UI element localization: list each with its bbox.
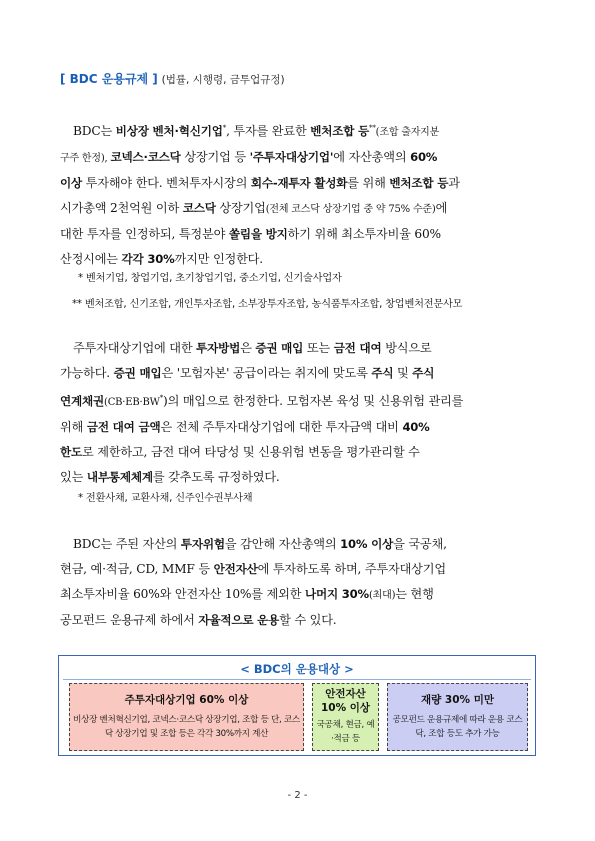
section-subtitle: (법률, 시행령, 금투업규정): [161, 74, 285, 86]
main-target-cell: [69, 683, 304, 751]
safe-asset-body: 국공채, 현금, 예·적금 등: [316, 720, 375, 744]
paragraph-investment-methods: [60, 336, 538, 490]
footnote-venture-types: * 벤처기업, 창업기업, 초기창업기업, 중소기업, 신기술사업자: [78, 273, 342, 284]
investment-targets-box: [58, 655, 536, 756]
p3-line1: BDC는 주된 자산의 투자위험을 감안해 자산총액의 10% 이상을 국공채,: [73, 537, 447, 551]
discretionary-body: 공모펀드 운용규제에 따라 운용 코스닥, 조합 등도 추가 가능: [392, 715, 523, 739]
p2-line1: 주투자대상기업에 대한 투자방법은 증권 매입 또는 금전 대여 방식으로: [73, 341, 432, 355]
footnote-fund-types: ** 벤처조합, 신기조합, 개인투자조합, 소부장투자조합, 농식품투자조합, 창업벤처전문사모: [72, 299, 463, 310]
p2-line5: 한도로 제한하고, 금전 대여 타당성 및 신용위험 변동을 평가관리할 수: [60, 445, 420, 460]
p2-line6: 있는 내부통제체계를 갖추도록 규정하였다.: [60, 470, 280, 485]
section-title: [ BDC 운용규제 ]: [60, 72, 158, 86]
p2-line4: 위해 금전 대여 금액은 전체 주투자대상기업에 대한 투자금액 대비 40%: [60, 420, 430, 435]
page-number: - 2 -: [287, 790, 308, 801]
safe-asset-heading: [313, 687, 378, 715]
section-heading: [60, 70, 285, 87]
p1-line2: 구주 한정), 코넥스·코스닥 상장기업 등 '주투자대상기업'에 자산총액의 60%: [60, 150, 438, 165]
p1-line5: 대한 투자를 인정하되, 특정분야 쏠림을 방지하기 위해 최소투자비율 60%: [60, 227, 441, 242]
footnote-bond-types: * 전환사채, 교환사채, 신주인수권부사채: [78, 493, 253, 504]
discretionary-heading: 재량 30% 미만: [420, 694, 494, 706]
p3-line2: 현금, 예·적금, CD, MMF 등 안전자산에 투자하도록 하며, 주투자대상기업: [60, 562, 446, 576]
discretionary-cell: [387, 683, 528, 751]
p1-line6: 산정시에는 각각 30%까지만 인정한다.: [60, 252, 263, 267]
p2-line2: 가능하다. 증권 매입은 '모험자본' 공급이라는 취지에 맞도록 주식 및 주식: [60, 366, 435, 380]
paragraph-bdc-investment-targets: [60, 116, 538, 272]
p1-line4: 시가총액 2천억원 이하 코스닥 상장기업(전체 코스닥 상장기업 중 약 75% 수준)에: [60, 201, 448, 216]
p1-line3: 이상 투자해야 한다. 벤처투자시장의 회수-재투자 활성화를 위해 벤처조합 등과: [60, 176, 460, 191]
main-target-heading: 주투자대상기업 60% 이상: [124, 694, 249, 706]
box-title: < BDC의 운용대상 >: [240, 662, 354, 676]
safe-asset-heading-line2: 10% 이상: [320, 702, 371, 714]
main-target-body: 비상장 벤처혁신기업, 코넥스·코스닥 상장기업, 조합 등 단, 코스닥 상장기업 및 조합 등은 각각 30%까지 계산: [73, 715, 300, 739]
p1-line1: BDC는 비상장 벤처·혁신기업*, 투자를 완료한 벤처조합 등**(조합 출자지분: [73, 124, 440, 139]
safe-asset-cell: [312, 683, 379, 751]
p2-line3: 연계채권(CB·EB·BW*)의 매입으로 한정한다. 모험자본 육성 및 신용위험 관리를: [60, 394, 464, 409]
p3-line3: 최소투자비율 60%와 안전자산 10%를 제외한 나머지 30%(최대)는 현행: [60, 587, 434, 601]
p3-line4: 공모펀드 운용규제 하에서 자율적으로 운용할 수 있다.: [60, 613, 337, 627]
safe-asset-heading-line1: 안전자산: [325, 688, 366, 700]
paragraph-safe-assets: [60, 532, 538, 633]
box-divider: [63, 679, 531, 680]
